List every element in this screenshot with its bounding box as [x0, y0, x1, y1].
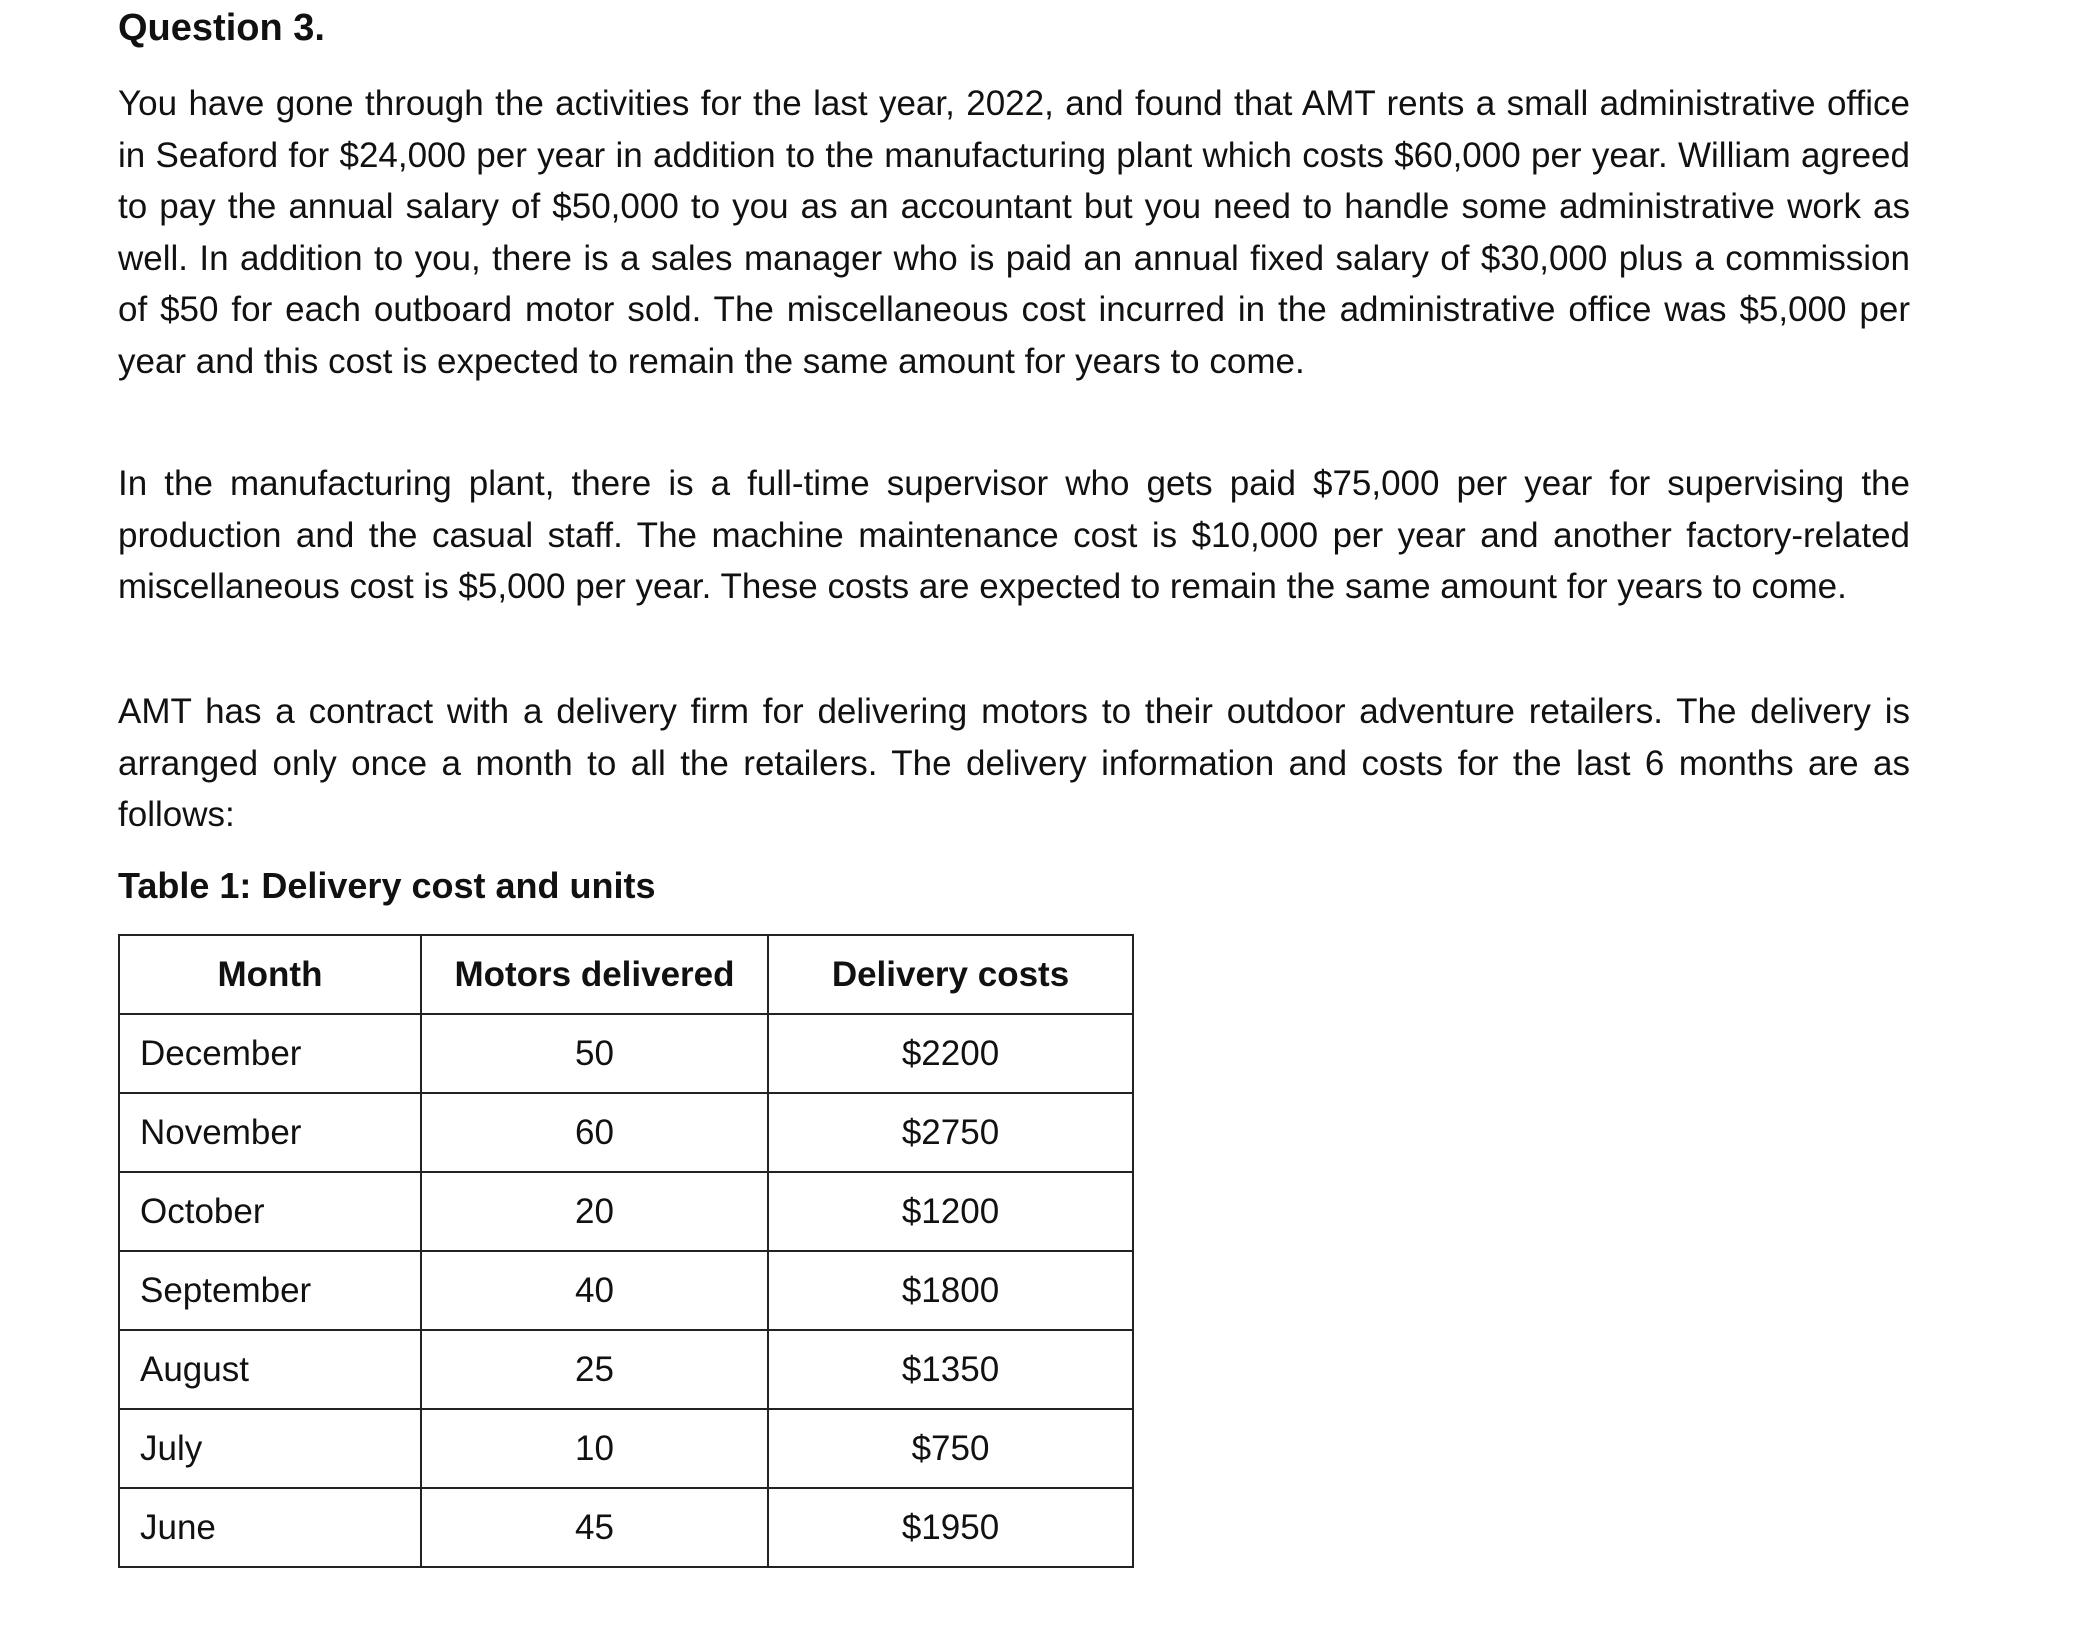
table-row [119, 1014, 1133, 1093]
cost-cell: $1350 [768, 1330, 1133, 1409]
table-row [119, 1172, 1133, 1251]
table-row [119, 1251, 1133, 1330]
paragraph-delivery-contract: AMT has a contract with a delivery firm for delivering motors to their outdoor adventure retailers. The delivery is arranged only once a month to all the retailers. The delivery information and costs for the last 6 months are as follows: [118, 692, 1910, 834]
motors-cell: 40 [421, 1251, 768, 1330]
delivery-cost-table [118, 934, 1134, 1568]
table-row [119, 1409, 1133, 1488]
cost-cell: $2750 [768, 1093, 1133, 1172]
header-month: Month [119, 935, 421, 1014]
table-row [119, 1330, 1133, 1409]
motors-cell: 60 [421, 1093, 768, 1172]
motors-cell: 10 [421, 1409, 768, 1488]
month-cell: July [119, 1409, 421, 1488]
paragraph-manufacturing-costs: In the manufacturing plant, there is a full-time supervisor who gets paid $75,000 per year for supervising the production and the casual staff. The machine maintenance cost is $10,000 per year and another factory-related miscellaneous cost is $5,000 per year. These costs are expected to remain the same amount for years to come. [118, 464, 1910, 606]
motors-cell: 20 [421, 1172, 768, 1251]
month-cell: October [119, 1172, 421, 1251]
motors-cell: 50 [421, 1014, 768, 1093]
paragraph-admin-costs: You have gone through the activities for the last year, 2022, and found that AMT rents a small administrative office in Seaford for $24,000 per year in addition to the manufacturing plant which costs $60,000 per year. William agreed to pay the annual salary of $50,000 to you as an accountant but you need to handle some administrative work as well. In addition to you, there is a sales manager who is paid an annual fixed salary of $30,000 plus a commission of $50 for each outboard motor sold. The miscellaneous cost incurred in the administrative office was $5,000 per year and this cost is expected to remain the same amount for years to come. [118, 84, 1910, 381]
motors-cell: 25 [421, 1330, 768, 1409]
question-title: Question 3. [118, 7, 325, 49]
header-delivery-costs: Delivery costs [768, 935, 1133, 1014]
cost-cell: $750 [768, 1409, 1133, 1488]
cost-cell: $1200 [768, 1172, 1133, 1251]
month-cell: June [119, 1488, 421, 1567]
table-row [119, 1488, 1133, 1567]
header-motors-delivered: Motors delivered [421, 935, 768, 1014]
table-caption: Table 1: Delivery cost and units [118, 865, 656, 906]
month-cell: September [119, 1251, 421, 1330]
cost-cell: $1950 [768, 1488, 1133, 1567]
motors-cell: 45 [421, 1488, 768, 1567]
month-cell: November [119, 1093, 421, 1172]
month-cell: August [119, 1330, 421, 1409]
month-cell: December [119, 1014, 421, 1093]
table-header-row [119, 935, 1133, 1014]
table-row [119, 1093, 1133, 1172]
cost-cell: $2200 [768, 1014, 1133, 1093]
cost-cell: $1800 [768, 1251, 1133, 1330]
